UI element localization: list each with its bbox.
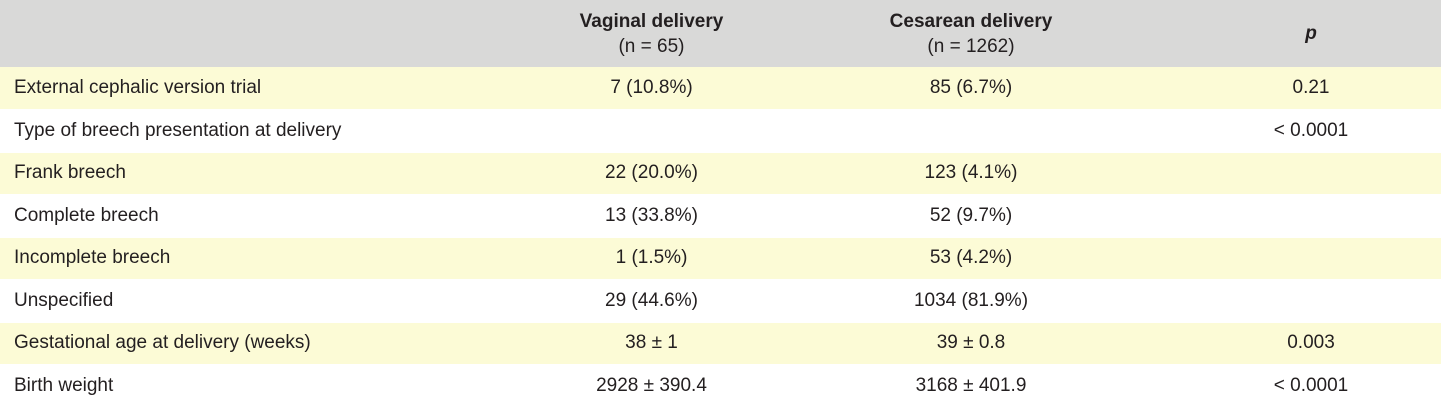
cesarean-value: 52 (9.7%) <box>761 195 1181 238</box>
header-cesarean-delivery <box>761 0 1181 67</box>
vaginal-value: 2928 ± 390.4 <box>542 365 761 407</box>
row-label: External cephalic version trial <box>0 67 542 110</box>
row-label: Complete breech <box>0 195 542 238</box>
p-value <box>1181 280 1441 323</box>
vaginal-value: 38 ± 1 <box>542 322 761 365</box>
table-row <box>0 67 1441 110</box>
table-row <box>0 365 1441 407</box>
row-label: Unspecified <box>0 280 542 323</box>
cesarean-value: 39 ± 0.8 <box>761 322 1181 365</box>
cesarean-value: 85 (6.7%) <box>761 67 1181 110</box>
header-cesarean-count: (n = 1262) <box>761 34 1181 59</box>
vaginal-value <box>542 110 761 153</box>
table-row <box>0 152 1441 195</box>
p-value: 0.003 <box>1181 322 1441 365</box>
row-label: Incomplete breech <box>0 237 542 280</box>
header-row <box>0 0 1441 67</box>
vaginal-value: 1 (1.5%) <box>542 237 761 280</box>
cesarean-value <box>761 110 1181 153</box>
header-p-label: p <box>1305 23 1317 44</box>
table-row <box>0 237 1441 280</box>
p-value: < 0.0001 <box>1181 365 1441 407</box>
header-p-value <box>1181 0 1441 67</box>
p-value <box>1181 152 1441 195</box>
p-value: 0.21 <box>1181 67 1441 110</box>
header-vaginal-title: Vaginal delivery <box>542 9 761 34</box>
row-label: Birth weight <box>0 365 542 407</box>
vaginal-value: 22 (20.0%) <box>542 152 761 195</box>
p-value: < 0.0001 <box>1181 110 1441 153</box>
table-row <box>0 110 1441 153</box>
p-value <box>1181 195 1441 238</box>
row-label: Frank breech <box>0 152 542 195</box>
cesarean-value: 53 (4.2%) <box>761 237 1181 280</box>
header-vaginal-count: (n = 65) <box>542 34 761 59</box>
table-row <box>0 195 1441 238</box>
row-label: Gestational age at delivery (weeks) <box>0 322 542 365</box>
vaginal-value: 7 (10.8%) <box>542 67 761 110</box>
cesarean-value: 1034 (81.9%) <box>761 280 1181 323</box>
cesarean-value: 3168 ± 401.9 <box>761 365 1181 407</box>
cesarean-value: 123 (4.1%) <box>761 152 1181 195</box>
table-row <box>0 322 1441 365</box>
table-row <box>0 280 1441 323</box>
header-vaginal-delivery <box>542 0 761 67</box>
vaginal-value: 13 (33.8%) <box>542 195 761 238</box>
vaginal-value: 29 (44.6%) <box>542 280 761 323</box>
header-blank-cell <box>0 0 542 67</box>
header-cesarean-title: Cesarean delivery <box>761 9 1181 34</box>
p-value <box>1181 237 1441 280</box>
row-label: Type of breech presentation at delivery <box>0 110 542 153</box>
